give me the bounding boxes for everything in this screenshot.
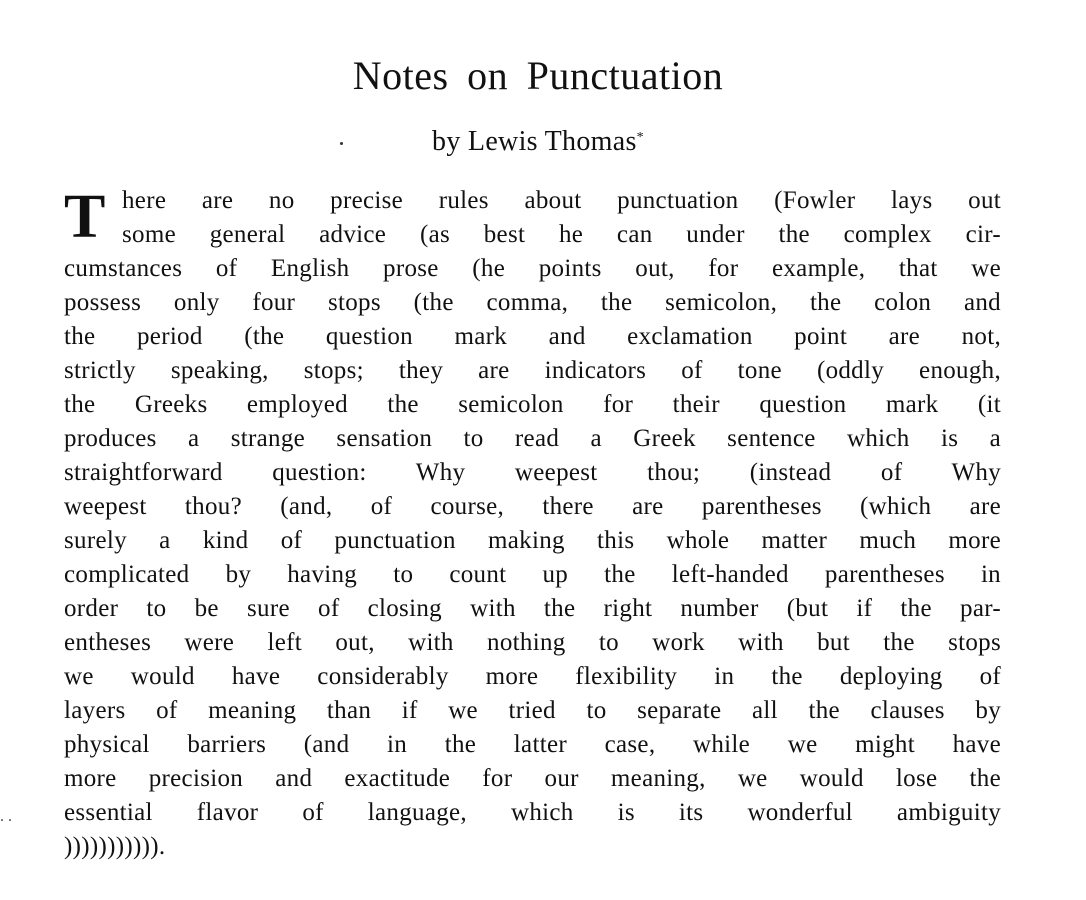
body-line: essential flavor of language, which is its wonderful ambiguity — [64, 799, 1001, 826]
body-line: some general advice (as best he can under the complex cir- — [122, 221, 1001, 248]
body-line: here are no precise rules about punctuation (Fowler lays out — [122, 187, 1001, 214]
body-line: we would have considerably more flexibility in the deploying of — [64, 663, 1001, 690]
article-body — [64, 184, 1001, 864]
margin-marks: . . — [0, 808, 12, 825]
byline-text: by Lewis Thomas — [432, 126, 637, 157]
body-line: layers of meaning than if we tried to separate all the clauses by — [64, 697, 1001, 724]
body-line: weepest thou? (and, of course, there are parentheses (which are — [64, 493, 1001, 520]
body-line: physical barriers (and in the latter case, while we might have — [64, 731, 1001, 758]
body-line: more precision and exactitude for our meaning, we would lose the — [64, 765, 1001, 792]
byline-footnote-mark: * — [636, 130, 644, 145]
body-line: the Greeks employed the semicolon for their question mark (it — [64, 391, 1001, 418]
body-line: entheses were left out, with nothing to work with but the stops — [64, 629, 1001, 656]
body-line: strictly speaking, stops; they are indicators of tone (oddly enough, — [64, 357, 1001, 384]
body-line: produces a strange sensation to read a Greek sentence which is a — [64, 425, 1001, 452]
body-line: straightforward question: Why weepest thou; (instead of Why — [64, 459, 1001, 486]
article-title: Notes on Punctuation — [352, 53, 724, 98]
body-line: cumstances of English prose (he points out, for example, that we — [64, 255, 1001, 282]
body-line: the period (the question mark and exclamation point are not, — [64, 323, 1001, 350]
body-line: surely a kind of punctuation making this whole matter much more — [64, 527, 1001, 554]
byline — [0, 126, 1076, 158]
body-line: possess only four stops (the comma, the semicolon, the colon and — [64, 289, 1001, 316]
body-line: complicated by having to count up the left-handed parentheses in — [64, 561, 1001, 588]
body-line: order to be sure of closing with the right number (but if the par- — [64, 595, 1001, 622]
drop-cap: T — [64, 183, 106, 251]
body-line-final: ))))))))))). — [64, 833, 166, 860]
